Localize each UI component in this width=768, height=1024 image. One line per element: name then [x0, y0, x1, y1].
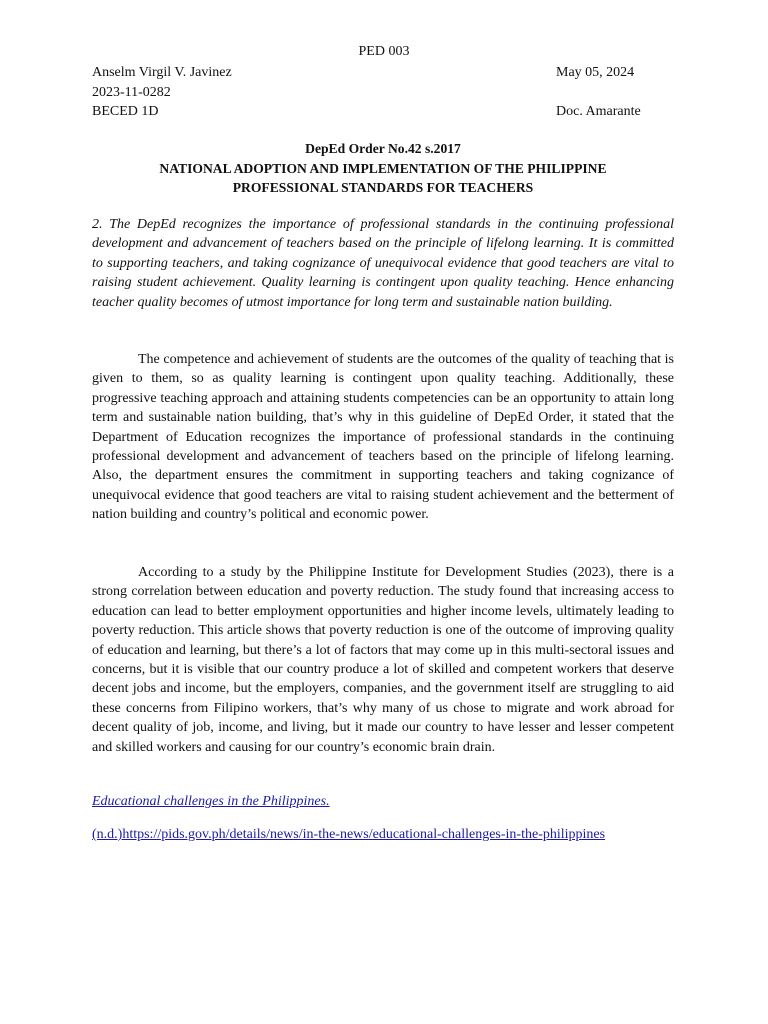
title-line-3: PROFESSIONAL STANDARDS FOR TEACHERS — [232, 180, 534, 195]
spacer — [556, 83, 641, 103]
reference-url-link[interactable]: (n.d.)https://pids.gov.ph/details/news/in-the-news/educational-challenges-in-the-philippines — [92, 827, 606, 842]
title-line-1: DepEd Order No.42 s.2017 — [305, 141, 461, 156]
reference-title-link[interactable]: Educational challenges in the Philippines. — [92, 794, 330, 809]
body-paragraph-2: According to a study by the Philippine Institute for Development Studies (2023), there is a strong correlation between education and poverty reduction. The study found that increasing access to education can lead to better employment opportunities and higher income levels, ultimately leading to poverty reduction. This article shows that poverty reduction is one of the outcome of improving quality of education and learning, but there’s a lot of factors that may come up in this multi-sectoral issues and concerns, but it is visible that our country produce a lot of skilled and competent workers that deserve decent jobs and income, but the employers, companies, and the government itself are struggling to aid these concerns from Filipino workers, that’s why many of us chose to migrate and work abroad for decent quality of job, income, and living, but it made our country to have lesser and lesser competent and skilled workers and causing for our country’s economic brain drain. — [92, 565, 674, 755]
instructor: Doc. Amarante — [556, 104, 641, 119]
date: May 05, 2024 — [556, 65, 635, 80]
student-name: Anselm Virgil V. Javinez — [92, 65, 232, 80]
student-id: 2023-11-0282 — [92, 84, 171, 100]
course-code: PED 003 — [358, 44, 410, 59]
document-title — [92, 139, 674, 198]
section: BECED 1D — [92, 104, 159, 119]
student-info — [92, 63, 232, 122]
title-line-2: NATIONAL ADOPTION AND IMPLEMENTATION OF THE PHILIPPINE — [159, 160, 607, 176]
body-paragraph-1: The competence and achievement of students are the outcomes of the quality of teaching that is given to them, so as quality learning is contingent upon quality teaching. Additionally, these progressive teaching approach and attaining students competencies can be an opportunity to attain long term and sustainable nation building, that’s why in this guideline of DepEd Order, it stated that the Department of Education recognizes the importance of professional standards in the continuing professional development and advancement of teachers based on the principle of lifelong learning. Also, the department ensures the commitment in supporting teachers and taking cognizance of unequivocal evidence that good teachers are vital to raising student achievement and the betterment of nation building and country’s political and economic power. — [92, 352, 674, 523]
quoted-provision: 2. The DepEd recognizes the importance of professional standards in the continuing professional development and advancement of teachers based on the principle of lifelong learning. It is committed to supporting teachers, and taking cognizance of unequivocal evidence that good teachers are vital to raising student achievement. Quality learning is contingent upon quality teaching. Hence enhancing teacher quality becomes of utmost importance for long term and sustainable nation building. — [92, 217, 674, 310]
submission-info — [556, 63, 641, 122]
